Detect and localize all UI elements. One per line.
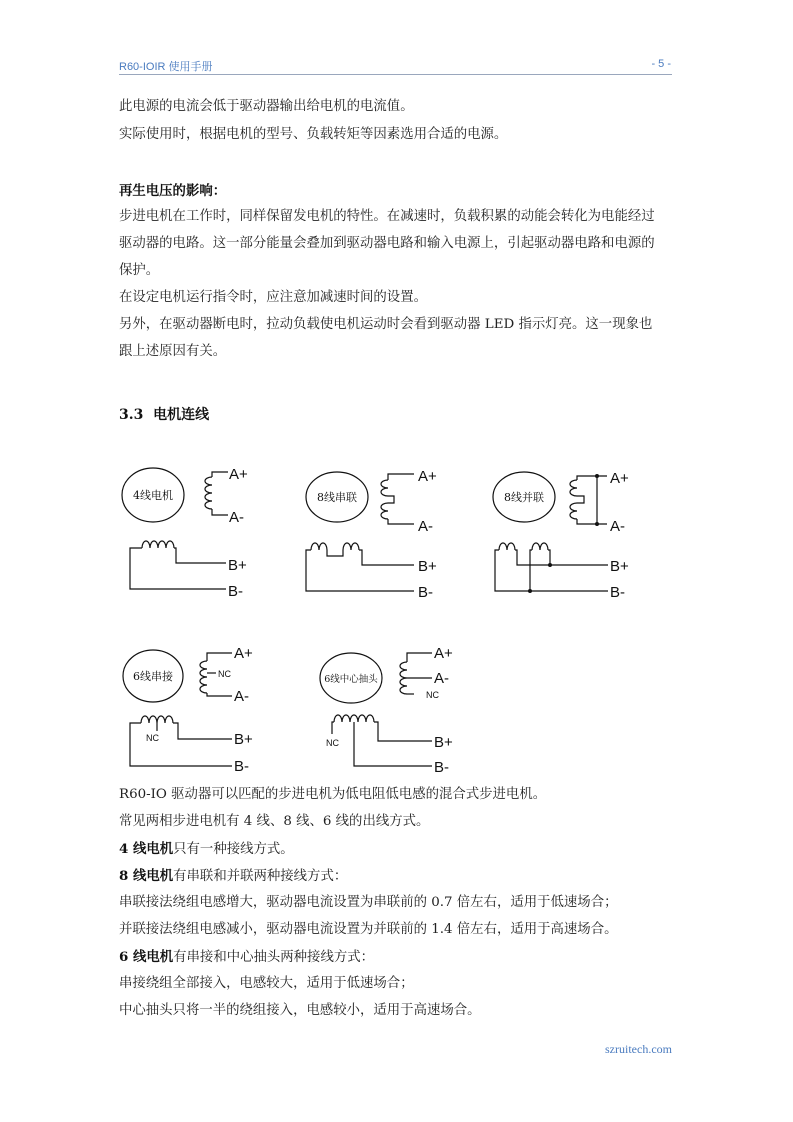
- regen-heading: 再生电压的影响：: [119, 183, 227, 199]
- terminal-b-minus: B-: [610, 584, 625, 601]
- terminal-a-plus: A+: [229, 466, 248, 483]
- terminal-nc: NC: [146, 733, 159, 743]
- term-6wire: 6 线电机: [119, 949, 174, 965]
- motor-label-4wire: 4线电机: [133, 489, 173, 502]
- diagram-8wire-series: [306, 472, 414, 591]
- terminal-b-minus: B-: [434, 759, 449, 776]
- terminal-b-minus: B-: [234, 758, 249, 775]
- body-line-5: 串联接法绕组电感增大，驱动器电流设置为串联前的 0.7 倍左右，适用于低速场合；: [119, 895, 618, 910]
- section-title: 电机连线: [153, 407, 210, 423]
- terminal-a-minus: A-: [610, 518, 625, 535]
- section-number: 3.3: [119, 407, 144, 423]
- body-line-9: 中心抽头只将一半的绕组接入，电感较小，适用于高速场合。: [119, 1003, 481, 1018]
- terminal-b-plus: B+: [434, 734, 453, 751]
- diagram-8wire-parallel: [493, 472, 608, 591]
- body-line-6: 并联接法绕组电感减小，驱动器电流设置为并联前的 1.4 倍左右，适用于高速场合。: [119, 922, 618, 937]
- diagram-6wire-center-tap: [320, 653, 432, 766]
- terminal-a-minus: A-: [434, 670, 449, 687]
- header-title: R60-IOIR 使用手册: [119, 61, 213, 73]
- paragraph-1: 此电源的电流会低于驱动器输出给电机的电流值。: [119, 99, 414, 114]
- motor-label-6-center: 6线中心抽头: [324, 674, 378, 685]
- body-line-7: [119, 948, 679, 967]
- terminal-nc: NC: [426, 690, 439, 700]
- paragraph-3: 步进电机在工作时，同样保留发电机的特性。在减速时，负载积累的动能会转化为电能经过: [119, 209, 655, 224]
- body-line-3: [119, 840, 679, 859]
- paragraph-8: 跟上述原因有关。: [119, 344, 227, 359]
- body-line-4: [119, 867, 679, 886]
- footer-site: szruitech.com: [605, 1042, 672, 1056]
- paragraph-5: 保护。: [119, 263, 160, 278]
- body-line-4-rest: 有串联和并联两种接线方式：: [173, 869, 348, 884]
- motor-label-6-series: 6线串接: [133, 670, 173, 683]
- terminal-b-plus: B+: [228, 557, 247, 574]
- terminal-b-plus: B+: [610, 558, 629, 575]
- terminal-b-plus: B+: [418, 558, 437, 575]
- body-line-7-rest: 有串接和中心抽头两种接线方式：: [173, 950, 375, 965]
- terminal-a-plus: A+: [610, 470, 629, 487]
- body-line-2: 常见两相步进电机有 4 线、8 线、6 线的出线方式。: [119, 814, 430, 829]
- terminal-a-plus: A+: [418, 468, 437, 485]
- body-line-3-rest: 只有一种接线方式。: [173, 842, 294, 857]
- terminal-b-minus: B-: [228, 583, 243, 600]
- terminal-a-plus: A+: [434, 645, 453, 662]
- term-8wire: 8 线电机: [119, 868, 174, 884]
- paragraph-4: 驱动器的电路。这一部分能量会叠加到驱动器电路和输入电源上，引起驱动器电路和电源的: [119, 236, 655, 251]
- body-line-8: 串接绕组全部接入，电感较大，适用于低速场合；: [119, 976, 414, 991]
- paragraph-2: 实际使用时，根据电机的型号、负载转矩等因素选用合适的电源。: [119, 127, 508, 142]
- paragraph-7: 另外，在驱动器断电时，拉动负载使电机运动时会看到驱动器 LED 指示灯亮。这一现象也: [119, 317, 653, 332]
- paragraph-6: 在设定电机运行指令时，应注意加减速时间的设置。: [119, 290, 427, 305]
- diagram-4wire: [122, 468, 228, 589]
- terminal-b-plus: B+: [234, 731, 253, 748]
- terminal-a-minus: A-: [234, 688, 249, 705]
- terminal-nc: NC: [218, 669, 231, 679]
- page-number: - 5 -: [651, 58, 671, 70]
- term-4wire: 4 线电机: [119, 841, 174, 857]
- terminal-a-minus: A-: [418, 518, 433, 535]
- terminal-b-minus: B-: [418, 584, 433, 601]
- diagram-6wire-series: [123, 650, 232, 766]
- terminal-nc: NC: [326, 738, 339, 748]
- terminal-a-plus: A+: [234, 645, 253, 662]
- body-line-1: R60-IO 驱动器可以匹配的步进电机为低电阻低电感的混合式步进电机。: [119, 787, 547, 802]
- motor-label-8-series: 8线串联: [317, 491, 357, 504]
- terminal-a-minus: A-: [229, 509, 244, 526]
- motor-label-8-parallel: 8线并联: [504, 491, 544, 504]
